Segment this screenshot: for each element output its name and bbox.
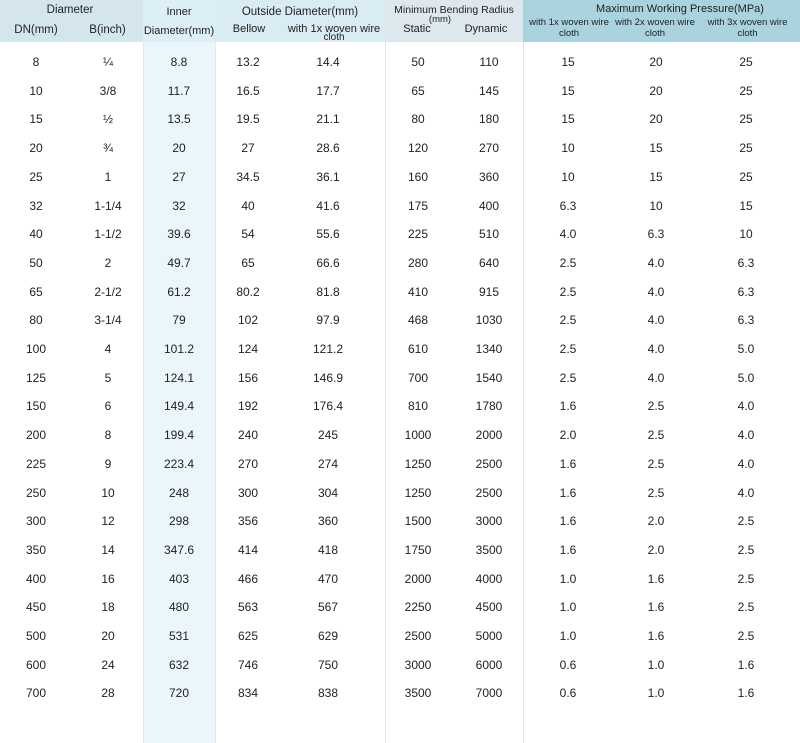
cell-pressure-2x: 2.5 [647,399,665,414]
cell-od-woven: 81.8 [316,284,340,299]
cell-od-bellow: 102 [237,313,259,328]
cell-pressure-2x: 15 [649,169,663,184]
cell-od-bellow: 270 [237,456,259,471]
cell-radius-dynamic: 5000 [475,629,503,643]
cell-radius-static: 280 [407,255,429,270]
header-outside-diameter: Outside Diameter(mm) [241,6,359,18]
table-row [0,251,800,275]
header-p3-line2: cloth [737,28,758,39]
cell-b-inch: 18 [101,600,115,615]
cell-pressure-3x: 2.5 [737,571,755,586]
cell-inner-diameter: 298 [168,514,190,529]
cell-pressure-3x: 4.0 [737,456,755,471]
cell-pressure-2x: 6.3 [647,227,665,242]
header-inner-line1: Inner [166,6,192,18]
cell-dn: 125 [25,370,47,385]
cell-inner-diameter: 480 [168,600,190,615]
cell-pressure-3x: 10 [739,227,753,242]
cell-radius-dynamic: 640 [478,255,500,270]
cell-radius-static: 50 [411,55,425,69]
cell-dn: 250 [25,485,47,500]
header-min-bending-radius: Minimum Bending Radius [394,4,514,16]
header-p2-line1: with 2x woven wire [615,17,695,28]
cell-pressure-1x: 15 [561,83,575,98]
cell-dn: 40 [29,227,43,242]
cell-od-woven: 838 [317,686,339,701]
header-bending-mm: (mm) [428,14,452,25]
cell-od-woven: 750 [317,657,339,672]
table-row [0,165,800,189]
cell-pressure-3x: 1.6 [737,657,755,672]
cell-inner-diameter: 403 [168,571,190,586]
cell-b-inch: 3-1/4 [94,313,122,328]
header-p1-line2: cloth [558,28,580,39]
cell-dn: 25 [29,169,43,184]
cell-dn: 15 [29,112,43,127]
cell-pressure-2x: 4.0 [647,284,665,299]
cell-pressure-3x: 4.0 [737,399,755,414]
cell-b-inch: 9 [104,456,112,471]
cell-inner-diameter: 11.7 [167,83,191,98]
cell-pressure-2x: 4.0 [647,370,665,385]
cell-pressure-2x: 1.0 [647,686,665,701]
cell-od-woven: 28.6 [316,141,340,156]
cell-b-inch: ¼ [102,55,113,69]
cell-pressure-1x: 1.6 [559,542,577,557]
cell-pressure-3x: 25 [739,83,753,98]
header-static: Static [403,23,431,35]
cell-inner-diameter: 13.5 [167,112,191,127]
cell-radius-static: 810 [407,399,429,414]
cell-radius-static: 1500 [404,514,432,529]
cell-radius-static: 610 [407,342,429,356]
cell-radius-static: 2000 [404,571,432,586]
cell-radius-static: 2500 [404,629,432,643]
cell-pressure-1x: 0.6 [559,657,577,672]
cell-od-woven: 36.1 [316,169,340,184]
cell-b-inch: 1 [104,169,112,184]
cell-pressure-1x: 2.5 [559,313,577,328]
cell-pressure-1x: 1.0 [559,600,577,615]
cell-b-inch: 16 [101,571,115,586]
cell-dn: 50 [29,255,43,270]
table-row [0,538,800,562]
cell-dn: 300 [25,514,47,529]
cell-radius-dynamic: 110 [479,55,499,69]
cell-pressure-3x: 4.0 [737,428,755,443]
cell-pressure-2x: 4.0 [647,255,665,270]
cell-od-woven: 274 [317,456,339,471]
header-p3-line1: with 3x woven wire [707,17,788,28]
cell-dn: 80 [29,313,43,328]
cell-od-woven: 97.9 [316,313,340,328]
cell-radius-dynamic: 1780 [475,399,503,414]
cell-pressure-1x: 2.5 [559,255,577,270]
cell-od-bellow: 13.2 [236,55,260,69]
header-od-woven-line2: cloth [323,32,345,43]
table-row [0,337,800,361]
cell-dn: 150 [25,399,47,414]
cell-dn: 700 [25,686,47,701]
cell-od-woven: 418 [317,542,339,557]
cell-pressure-3x: 2.5 [737,600,755,615]
cell-radius-static: 225 [407,227,429,242]
cell-od-woven: 66.6 [316,255,340,270]
table-row [0,452,800,476]
cell-dn: 400 [25,571,47,586]
cell-radius-static: 1250 [404,456,432,471]
cell-radius-static: 2250 [404,600,432,615]
cell-radius-dynamic: 3000 [475,514,503,529]
cell-pressure-3x: 6.3 [737,284,755,299]
cell-pressure-3x: 25 [739,141,753,156]
cell-radius-dynamic: 1340 [475,342,503,356]
cell-dn: 600 [25,657,47,672]
header-bellow: Bellow [232,23,266,35]
cell-pressure-1x: 0.6 [559,686,577,701]
cell-pressure-2x: 20 [649,83,663,98]
table-row [0,79,800,103]
cell-pressure-2x: 2.0 [647,542,665,557]
cell-od-bellow: 240 [237,428,259,443]
cell-pressure-3x: 6.3 [737,313,755,328]
cell-radius-static: 1750 [404,542,432,557]
cell-inner-diameter: 20 [172,141,186,156]
cell-pressure-1x: 10 [561,169,575,184]
cell-pressure-1x: 2.0 [559,428,577,443]
header-inner-line2: Diameter(mm) [143,25,215,37]
cell-dn: 450 [25,600,47,615]
table-row [0,567,800,591]
table-row [0,509,800,533]
cell-b-inch: 3/8 [99,83,117,98]
cell-pressure-1x: 2.5 [559,342,577,356]
cell-inner-diameter: 27 [172,169,186,184]
cell-dn: 32 [29,198,43,213]
cell-inner-diameter: 347.6 [163,542,195,557]
cell-inner-diameter: 531 [168,629,190,643]
cell-b-inch: 2 [104,255,112,270]
cell-radius-dynamic: 510 [478,227,500,242]
cell-inner-diameter: 49.7 [167,255,191,270]
cell-od-woven: 17.7 [316,83,340,98]
cell-pressure-1x: 1.6 [559,485,577,500]
cell-inner-diameter: 248 [168,485,190,500]
cell-b-inch: 24 [101,657,115,672]
cell-b-inch: 2-1/2 [94,284,122,299]
header-p1-line1: with 1x woven wire [529,17,609,28]
cell-inner-diameter: 32 [172,198,186,213]
cell-od-bellow: 27 [241,141,255,156]
header-b-inch: B(inch) [89,24,126,36]
cell-pressure-2x: 4.0 [647,313,665,328]
cell-pressure-2x: 2.5 [647,485,665,500]
cell-pressure-1x: 15 [561,112,575,127]
cell-inner-diameter: 632 [168,657,190,672]
cell-radius-static: 65 [411,83,425,98]
cell-od-bellow: 124 [237,342,259,356]
cell-dn: 65 [29,284,43,299]
cell-b-inch: 1-1/2 [94,227,122,242]
cell-od-woven: 629 [317,629,339,643]
cell-od-bellow: 65 [241,255,255,270]
cell-pressure-3x: 15 [739,198,753,213]
cell-od-bellow: 300 [237,485,259,500]
cell-radius-static: 1250 [404,485,432,500]
cell-radius-static: 80 [411,112,425,127]
cell-od-woven: 304 [317,485,339,500]
cell-od-woven: 21.1 [316,112,340,127]
header-diameter: Diameter [46,4,94,16]
cell-od-woven: 55.6 [316,227,340,242]
cell-pressure-1x: 2.5 [559,370,577,385]
table-row [0,222,800,246]
cell-dn: 10 [29,83,43,98]
cell-pressure-1x: 15 [561,55,575,69]
cell-inner-diameter: 101.2 [163,342,195,356]
cell-od-woven: 567 [317,600,339,615]
cell-od-woven: 41.6 [316,198,340,213]
cell-od-woven: 14.4 [316,55,340,69]
cell-radius-static: 410 [407,284,429,299]
cell-pressure-2x: 20 [649,55,663,69]
cell-dn: 100 [25,342,47,356]
cell-od-bellow: 156 [237,370,259,385]
cell-od-woven: 121.2 [312,342,344,356]
cell-inner-diameter: 149.4 [163,399,195,414]
cell-radius-static: 160 [407,169,429,184]
cell-radius-dynamic: 7000 [475,686,503,701]
cell-dn: 20 [29,141,43,156]
cell-inner-diameter: 39.6 [167,227,191,242]
header-dn: DN(mm) [14,24,58,36]
cell-b-inch: 28 [101,686,115,701]
cell-od-bellow: 625 [237,629,259,643]
cell-radius-dynamic: 1030 [475,313,503,328]
cell-pressure-2x: 10 [649,198,663,213]
cell-inner-diameter: 720 [168,686,190,701]
table-row [0,194,800,218]
table-row [0,107,800,131]
cell-pressure-1x: 10 [561,141,575,156]
cell-pressure-2x: 2.5 [647,428,665,443]
cell-radius-static: 175 [407,198,429,213]
cell-od-bellow: 19.5 [236,112,260,127]
cell-pressure-2x: 1.6 [647,629,665,643]
table-row [0,595,800,619]
cell-od-bellow: 834 [237,686,259,701]
cell-dn: 200 [25,428,47,443]
cell-b-inch: ¾ [102,141,113,156]
cell-radius-dynamic: 1540 [475,370,503,385]
table-row [0,394,800,418]
cell-radius-dynamic: 4500 [475,600,503,615]
cell-radius-dynamic: 2500 [475,456,503,471]
table-row [0,481,800,505]
cell-pressure-3x: 5.0 [737,342,755,356]
cell-radius-dynamic: 3500 [475,542,503,557]
cell-pressure-2x: 2.0 [647,514,665,529]
cell-inner-diameter: 8.8 [170,55,188,69]
cell-od-bellow: 563 [237,600,259,615]
table-row [0,624,800,648]
cell-dn: 8 [32,55,40,69]
cell-radius-static: 468 [407,313,429,328]
cell-b-inch: 14 [101,542,115,557]
cell-od-bellow: 414 [237,542,259,557]
cell-pressure-1x: 6.3 [559,198,577,213]
cell-pressure-3x: 2.5 [737,542,755,557]
cell-radius-static: 120 [407,141,429,156]
cell-pressure-2x: 20 [649,112,663,127]
cell-b-inch: 5 [104,370,112,385]
cell-pressure-3x: 6.3 [737,255,755,270]
cell-pressure-1x: 1.6 [559,514,577,529]
cell-pressure-3x: 5.0 [737,370,755,385]
cell-b-inch: ½ [102,112,113,127]
cell-pressure-1x: 4.0 [559,227,577,242]
cell-pressure-3x: 2.5 [737,629,755,643]
cell-od-bellow: 40 [241,198,255,213]
cell-pressure-3x: 4.0 [737,485,755,500]
cell-od-bellow: 16.5 [236,83,260,98]
cell-pressure-1x: 1.6 [559,399,577,414]
cell-dn: 225 [25,456,47,471]
cell-radius-dynamic: 270 [478,141,500,156]
cell-radius-dynamic: 915 [478,284,500,299]
cell-inner-diameter: 223.4 [163,456,195,471]
cell-b-inch: 6 [104,399,112,414]
table-row [0,136,800,160]
cell-od-bellow: 466 [237,571,259,586]
cell-b-inch: 8 [104,428,112,443]
cell-radius-dynamic: 180 [478,112,500,127]
cell-pressure-2x: 1.0 [647,657,665,672]
cell-radius-dynamic: 145 [478,83,500,98]
cell-b-inch: 12 [101,514,115,529]
cell-radius-dynamic: 4000 [475,571,503,586]
cell-pressure-2x: 2.5 [647,456,665,471]
table-row [0,681,800,705]
cell-dn: 350 [25,542,47,557]
cell-od-bellow: 356 [237,514,259,529]
cell-pressure-1x: 1.0 [559,571,577,586]
header-od-woven-line1: with 1x woven wire [287,23,381,35]
cell-pressure-1x: 1.0 [559,629,577,643]
header-max-working-pressure: Maximum Working Pressure(MPa) [596,3,764,15]
cell-pressure-2x: 1.6 [647,600,665,615]
cell-od-woven: 146.9 [312,370,344,385]
cell-od-woven: 360 [317,514,339,529]
cell-pressure-2x: 15 [649,141,663,156]
cell-radius-dynamic: 6000 [475,657,503,672]
cell-od-woven: 245 [317,428,339,443]
cell-radius-static: 3000 [404,657,432,672]
cell-pressure-3x: 1.6 [737,686,755,701]
cell-b-inch: 20 [101,629,115,643]
cell-pressure-2x: 4.0 [647,342,665,356]
cell-inner-diameter: 199.4 [163,428,195,443]
table-row [0,50,800,74]
cell-radius-dynamic: 360 [478,169,500,184]
cell-pressure-1x: 1.6 [559,456,577,471]
cell-pressure-3x: 25 [739,112,753,127]
cell-radius-static: 1000 [404,428,432,443]
cell-pressure-3x: 25 [739,169,753,184]
table-row [0,366,800,390]
cell-od-bellow: 80.2 [236,284,260,299]
cell-dn: 500 [25,629,47,643]
cell-radius-static: 700 [407,370,429,385]
cell-b-inch: 4 [104,342,112,356]
table-row [0,308,800,332]
cell-b-inch: 1-1/4 [94,198,122,213]
cell-pressure-2x: 1.6 [647,571,665,586]
cell-radius-dynamic: 400 [478,198,500,213]
cell-od-bellow: 34.5 [236,169,260,184]
cell-pressure-1x: 2.5 [559,284,577,299]
cell-radius-dynamic: 2500 [475,485,503,500]
header-p2-line2: cloth [644,28,666,39]
cell-pressure-3x: 2.5 [737,514,755,529]
cell-pressure-3x: 25 [739,55,753,69]
cell-inner-diameter: 79 [172,313,186,328]
cell-inner-diameter: 124.1 [163,370,195,385]
cell-od-bellow: 192 [237,399,259,414]
table-row [0,280,800,304]
header-dynamic: Dynamic [464,23,508,35]
cell-od-woven: 176.4 [312,399,344,414]
cell-inner-diameter: 61.2 [167,284,191,299]
cell-radius-static: 3500 [404,686,432,701]
cell-radius-dynamic: 2000 [475,428,503,443]
cell-od-bellow: 746 [237,657,259,672]
cell-b-inch: 10 [101,485,115,500]
cell-od-bellow: 54 [241,227,255,242]
table-row [0,423,800,447]
table-row [0,653,800,677]
cell-od-woven: 470 [317,571,339,586]
